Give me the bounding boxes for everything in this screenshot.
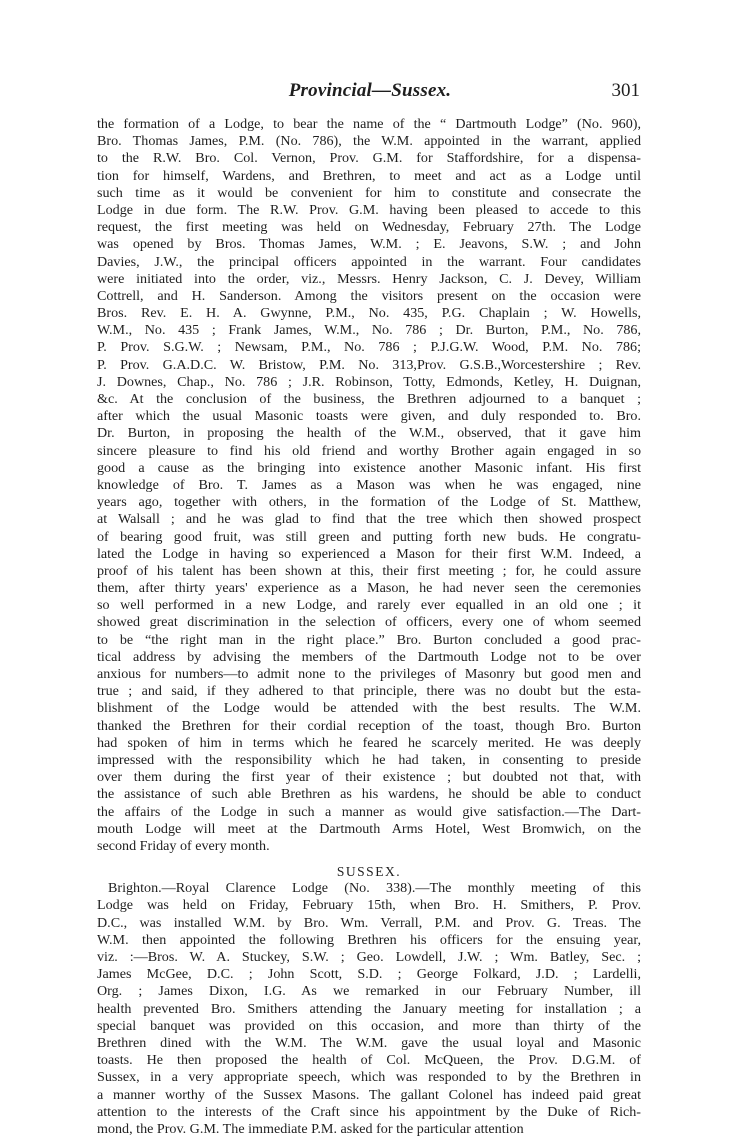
text-line: J. Downes, Chap., No. 786 ; J.R. Robinson, Totty, Edmonds, Ketley, H. Duignan,: [97, 373, 641, 390]
text-line: mond, the Prov. G.M. The immediate P.M. asked for the particular attention: [97, 1120, 524, 1137]
text-line: sincere pleasure to find his old friend and worthy Brother again engaged in so: [97, 442, 641, 459]
text-line: to the R.W. Bro. Col. Vernon, Prov. G.M. for Staffordshire, for a dispensa-: [97, 150, 641, 167]
running-title: Provincial—Sussex.: [288, 80, 452, 101]
text-line: them, after thirty years' experience as a Mason, he had never seen the ceremonies: [97, 580, 641, 597]
text-line: good a cause as the bringing into existence another Masonic infant. His first: [97, 459, 641, 476]
text-line: over them during the first year of their existence ; but doubted not that, with: [97, 769, 641, 786]
text-line: Cottrell, and H. Sanderson. Among the visitors present on the occasion were: [97, 287, 641, 304]
paragraph-brighton: [97, 880, 641, 1138]
text-line: the assistance of such able Brethren as his wardens, he should be able to conduct: [97, 786, 641, 803]
text-line: Brethren dined with the W.M. The W.M. gave the usual loyal and Masonic: [97, 1034, 641, 1051]
text-line: Lodge was held on Friday, February 15th, when Bro. H. Smithers, P. Prov.: [97, 897, 641, 914]
text-line: D.C., was installed W.M. by Bro. Wm. Verrall, P.M. and Prov. G. Treas. The: [97, 914, 641, 931]
text-line: health prevented Bro. Smithers attending the January meeting for installation ; a: [97, 1000, 641, 1017]
paragraph-dartmouth-lodge: [97, 116, 641, 855]
text-line: Sussex, in a very appropriate speech, which was responded to by the Brethren in: [97, 1069, 641, 1086]
text-line: request, the first meeting was held on Wednesday, February 27th. The Lodge: [97, 219, 641, 236]
text-line: the formation of a Lodge, to bear the name of the “ Dartmouth Lodge” (No. 960),: [97, 116, 641, 132]
text-line: viz. :—Bros. W. A. Stuckey, S.W. ; Geo. Lowdell, J.W. ; Wm. Batley, Sec. ;: [97, 949, 641, 965]
text-line: Davies, J.W., the principal officers appointed in the warrant. Four candidates: [97, 253, 641, 270]
text-line: so well performed in a new Lodge, and rarely ever equalled in an old one ; it: [97, 597, 641, 614]
text-line: mouth Lodge will meet at the Dartmouth Arms Hotel, West Bromwich, on the: [97, 820, 641, 837]
text-line: Lodge in due form. The R.W. Prov. G.M. having been pleased to accede to this: [97, 201, 641, 218]
text-line: had spoken of him in terms which he feared he scarcely merited. He was deeply: [97, 734, 641, 751]
text-line: Brighton.—Royal Clarence Lodge (No. 338).—The monthly meeting of this: [108, 880, 641, 897]
text-line: at Walsall ; and he was glad to find that the tree which then showed prospect: [97, 511, 641, 528]
text-line: true ; and said, if they adhered to that principle, there was no doubt but the esta-: [97, 683, 641, 700]
text-line: Org. ; James Dixon, I.G. As we remarked in our February Number, ill: [97, 983, 641, 1000]
text-line: the affairs of the Lodge in such a manner as would give satisfaction.—The Dart-: [97, 803, 641, 820]
text-line: Bro. Thomas James, P.M. (No. 786), the W.M. appointed in the warrant, applied: [97, 133, 641, 150]
text-line: after which the usual Masonic toasts were given, and duly responded to. Bro.: [97, 408, 641, 425]
text-line: were initiated into the order, viz., Messrs. Henry Jackson, C. J. Devey, William: [97, 270, 641, 287]
text-line: proof of his talent has been shown at this, their first meeting ; for, he could assure: [97, 562, 641, 579]
text-line: tical address by advising the members of the Dartmouth Lodge not to be over: [97, 648, 641, 665]
text-line: attention to the interests of the Craft since his appointment by the Duke of Rich-: [97, 1103, 641, 1120]
text-line: Dr. Burton, in proposing the health of the W.M., observed, that it gave him: [97, 425, 641, 442]
text-line: showed great discrimination in the selection of officers, every one of whom seemed: [97, 614, 641, 631]
text-line: James McGee, D.C. ; John Scott, S.D. ; George Folkard, J.D. ; Lardelli,: [97, 966, 641, 983]
section-heading: SUSSEX.: [336, 864, 402, 880]
article-body: [97, 116, 641, 1138]
running-head: [96, 80, 644, 106]
page-number: 301: [611, 80, 640, 101]
text-line: blishment of the Lodge would be attended with the best results. The W.M.: [97, 700, 641, 717]
text-line: lated the Lodge in having so experienced a Mason for their first W.M. Indeed, a: [97, 545, 641, 562]
text-line: P. Prov. G.A.D.C. W. Bristow, P.M. No. 313,Prov. G.S.B.,Worcestershire ; Rev.: [97, 356, 641, 373]
text-line: toasts. He then proposed the health of Col. McQueen, the Prov. D.G.M. of: [97, 1052, 641, 1069]
text-line: P. Prov. S.G.W. ; Newsam, P.M., No. 786 ; P.J.G.W. Wood, P.M. No. 786;: [97, 339, 641, 356]
text-line: Bros. Rev. E. H. A. Gwynne, P.M., No. 435, P.G. Chaplain ; W. Howells,: [97, 305, 641, 322]
text-line: impressed with the responsibility which he had taken, in consenting to preside: [97, 751, 641, 768]
text-line: W.M., No. 435 ; Frank James, W.M., No. 786 ; Dr. Burton, P.M., No. 786,: [97, 322, 641, 339]
text-line: &c. At the conclusion of the business, the Brethren adjourned to a banquet ;: [97, 391, 641, 407]
text-line: such time as it would be convenient for him to constitute and consecrate the: [97, 184, 641, 201]
text-line: of bearing good fruit, was still green and putting forth new buds. He congratu-: [97, 528, 641, 545]
text-line: anxious for numbers—to admit none to the privileges of Masonry but good men and: [97, 666, 641, 682]
text-line: second Friday of every month.: [97, 837, 270, 854]
text-line: to be “the right man in the right place.” Bro. Burton concluded a good prac-: [97, 631, 641, 648]
text-line: a manner worthy of the Sussex Masons. The gallant Colonel has indeed paid great: [97, 1086, 641, 1103]
text-line: years ago, together with others, in the formation of the Lodge of St. Matthew,: [97, 494, 641, 511]
text-line: special banquet was provided on this occasion, and more than thirty of the: [97, 1017, 641, 1034]
text-line: W.M. then appointed the following Brethren his officers for the ensuing year,: [97, 931, 641, 948]
text-line: tion for himself, Wardens, and Brethren, to meet and act as a Lodge until: [97, 167, 641, 184]
text-line: thanked the Brethren for their cordial reception of the toast, though Bro. Burton: [97, 717, 641, 734]
text-line: knowledge of Bro. T. James as a Mason was when he was engaged, nine: [97, 476, 641, 493]
text-line: was opened by Bros. Thomas James, W.M. ; E. Jeavons, S.W. ; and John: [97, 236, 641, 253]
